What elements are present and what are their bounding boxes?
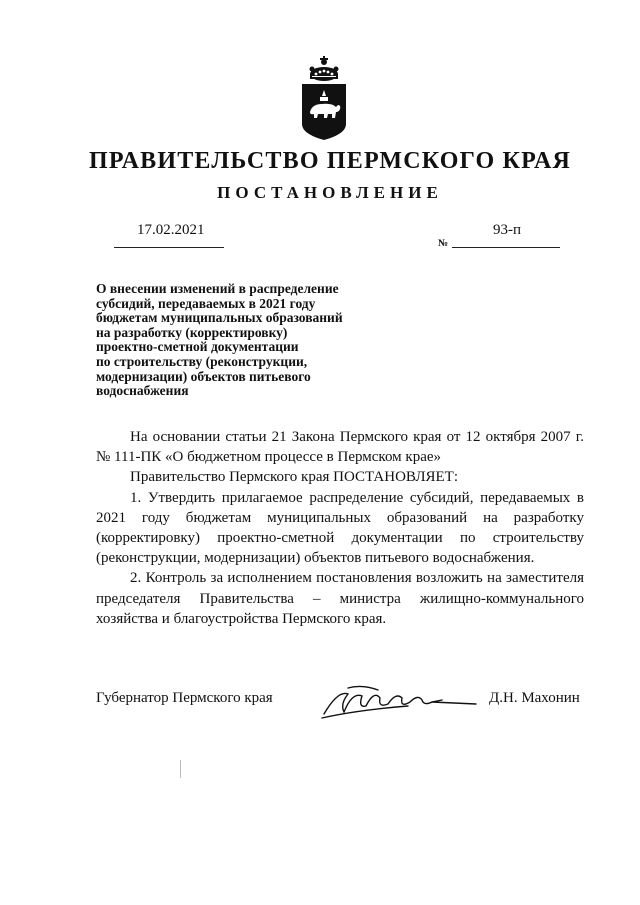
scan-artifact-line — [180, 760, 181, 778]
title-line: по строительству (реконструкции, — [96, 353, 308, 369]
clause-1-paragraph: 1. Утвердить прилагаемое распределение субсидий, передаваемых в 2021 году бюджетам муниципальных образований на разработку (корректировку) проектно-сметной документации по строительству (реконструкции, модернизации) объектов питьевого водоснабжения. — [96, 489, 584, 567]
number-underline — [452, 247, 560, 248]
title-line: модернизации) объектов питьевого — [96, 368, 311, 384]
basis-paragraph: На основании статьи 21 Закона Пермского края от 12 октября 2007 г. № 111-ПК «О бюджетном процессе в Пермском крае» — [96, 429, 584, 466]
government-title: ПРАВИТЕЛЬСТВО ПЕРМСКОГО КРАЯ — [88, 148, 572, 174]
clause-2-paragraph: 2. Контроль за исполнением постановления возложить на заместителя председателя Правительства – министра жилищно-коммунального хозяйства и благоустройства Пермского края. — [96, 570, 584, 627]
document-number: 93-п — [493, 222, 522, 238]
title-line: водоснабжения — [96, 383, 189, 399]
date-underline — [114, 247, 224, 248]
title-line: О внесении изменений в распределение — [96, 281, 339, 296]
title-line: на разработку (корректировку) — [96, 324, 288, 340]
document-body — [96, 427, 584, 629]
title-line: бюджетам муниципальных образований — [96, 310, 343, 326]
coat-of-arms-emblem — [298, 52, 350, 142]
title-line: проектно-сметной документации — [96, 339, 299, 355]
resolves-paragraph: Правительство Пермского края ПОСТАНОВЛЯЕТ: — [130, 469, 459, 486]
number-prefix: № — [438, 238, 449, 249]
document-date: 17.02.2021 — [137, 222, 205, 238]
title-line: субсидий, передаваемых в 2021 году — [96, 295, 316, 311]
document-type: ПОСТАНОВЛЕНИЕ — [217, 183, 443, 202]
signer-name: Д.Н. Махонин — [489, 690, 580, 706]
handwritten-signature — [318, 680, 478, 722]
document-title — [96, 282, 396, 399]
signer-position: Губернатор Пермского края — [96, 690, 273, 706]
